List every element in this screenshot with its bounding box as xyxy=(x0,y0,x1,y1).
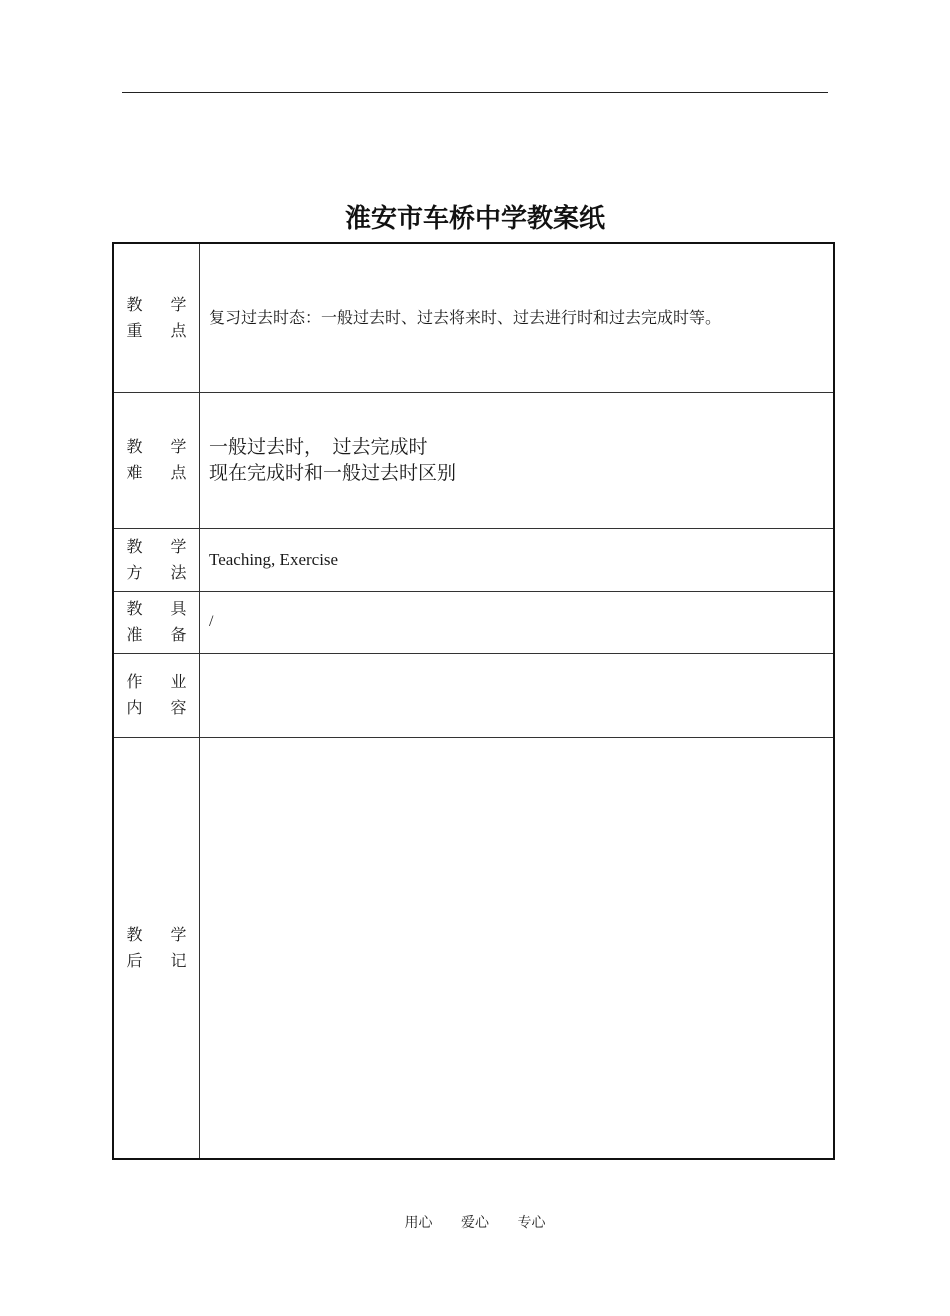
label-line: 教 学 xyxy=(126,536,187,556)
content-text: Teaching, Exercise xyxy=(209,549,339,569)
label-line: 教 学 xyxy=(126,437,187,456)
label-line: 内 容 xyxy=(126,698,187,717)
label-line: 准 备 xyxy=(126,625,187,644)
label-line: 教 具 xyxy=(126,599,187,618)
label-teaching-tools xyxy=(113,591,200,653)
footer-motto: 爱心 xyxy=(461,1215,489,1231)
label-homework xyxy=(113,653,200,737)
footer-motto: 用心 xyxy=(404,1215,433,1231)
row-teaching-focus xyxy=(113,243,834,392)
content-teaching-method xyxy=(200,528,835,591)
content-text: / xyxy=(209,613,214,630)
lesson-plan-table xyxy=(112,242,835,1160)
label-teaching-notes xyxy=(113,737,200,1159)
label-teaching-difficulty xyxy=(113,392,200,528)
row-homework xyxy=(113,653,834,737)
label-line: 教 学 xyxy=(126,294,187,314)
label-line: 难 点 xyxy=(126,463,187,482)
content-text: 现在完成时和一般过去时区别 xyxy=(209,462,457,484)
content-text: 一般过去时， 过去完成时 xyxy=(209,436,428,458)
content-teaching-tools xyxy=(200,591,835,653)
document-title: 淮安市车桥中学教案纸 xyxy=(344,204,605,234)
label-teaching-method xyxy=(113,528,200,591)
content-homework xyxy=(200,653,835,737)
footer-motto: 专心 xyxy=(517,1215,546,1231)
label-teaching-focus xyxy=(113,243,200,392)
row-teaching-tools xyxy=(113,591,834,653)
content-teaching-notes xyxy=(200,737,835,1159)
row-teaching-notes xyxy=(113,737,834,1159)
content-text: 复习过去时态：一般过去时、过去将来时、过去进行时和过去完成时等。 xyxy=(209,307,722,327)
row-teaching-method xyxy=(113,528,834,591)
header-rule xyxy=(122,92,828,93)
label-line: 方 法 xyxy=(126,562,187,582)
label-line: 教 学 xyxy=(126,924,187,944)
row-teaching-difficulty xyxy=(113,392,834,528)
content-teaching-focus xyxy=(200,243,835,392)
label-line: 后 记 xyxy=(126,950,187,970)
content-teaching-difficulty xyxy=(200,392,835,528)
page-footer xyxy=(0,1212,950,1232)
label-line: 作 业 xyxy=(126,672,187,691)
label-line: 重 点 xyxy=(126,320,187,340)
